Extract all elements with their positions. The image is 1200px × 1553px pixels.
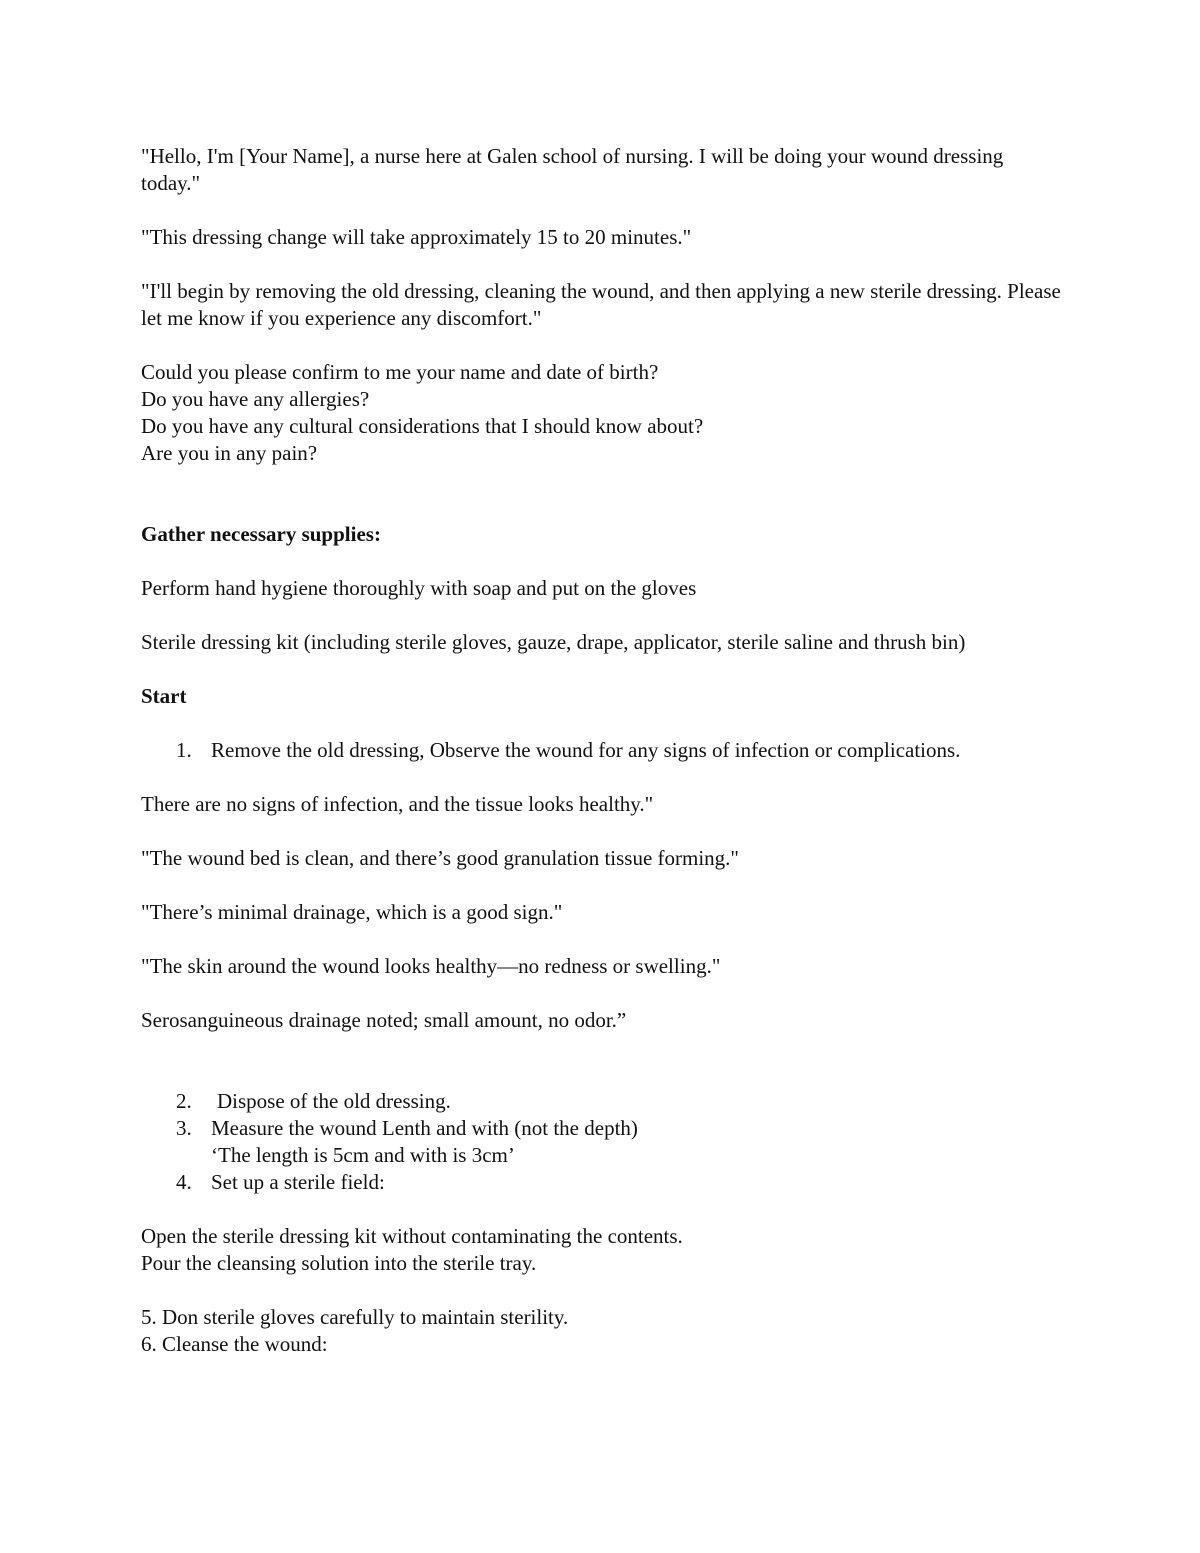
observation-paragraph: "There’s minimal drainage, which is a good sign."	[141, 900, 563, 924]
greeting-paragraph: "Hello, I'm [Your Name], a nurse here at Galen school of nursing. I will be doing your wound dressing today."	[141, 144, 1004, 195]
later-steps	[141, 1304, 1061, 1358]
question-line: Do you have any cultural considerations that I should know about?	[141, 414, 704, 438]
step-4	[141, 1169, 1061, 1196]
step-text: Measure the wound Lenth and with (not the depth)	[211, 1116, 638, 1140]
observation-paragraph: "The wound bed is clean, and there’s good granulation tissue forming."	[141, 846, 740, 870]
question-line: Are you in any pain?	[141, 441, 318, 465]
observation-paragraph: There are no signs of infection, and the tissue looks healthy."	[141, 792, 654, 816]
step-number: 1.	[176, 738, 192, 762]
question-line: Do you have any allergies?	[141, 387, 370, 411]
step-1	[141, 737, 1061, 764]
observation-paragraph: "The skin around the wound looks healthy—no redness or swelling."	[141, 954, 721, 978]
observation-paragraph: Serosanguineous drainage noted; small amount, no odor.”	[141, 1008, 627, 1032]
instruction-line: Pour the cleansing solution into the sterile tray.	[141, 1251, 537, 1275]
duration-paragraph: "This dressing change will take approximately 15 to 20 minutes."	[141, 225, 692, 249]
step-number: 3.	[176, 1116, 192, 1140]
step-text: Dispose of the old dressing.	[217, 1089, 451, 1113]
start-heading: Start	[141, 684, 187, 708]
step-line: 6. Cleanse the wound:	[141, 1332, 328, 1356]
step-3-note: ‘The length is 5cm and with is 3cm’	[211, 1143, 515, 1167]
hygiene-paragraph: Perform hand hygiene thoroughly with soap and put on the gloves	[141, 576, 697, 600]
step-line: 5. Don sterile gloves carefully to maintain sterility.	[141, 1305, 569, 1329]
step-2	[141, 1088, 1061, 1115]
document-page	[141, 143, 1061, 1358]
sterile-field-instructions	[141, 1223, 1061, 1277]
step-number: 4.	[176, 1170, 192, 1194]
step-number: 2.	[176, 1089, 192, 1113]
step-text: Set up a sterile field:	[211, 1170, 385, 1194]
question-line: Could you please confirm to me your name and date of birth?	[141, 360, 659, 384]
question-list	[141, 359, 1061, 467]
step-text: Remove the old dressing, Observe the wound for any signs of infection or complications.	[211, 738, 961, 762]
kit-paragraph: Sterile dressing kit (including sterile gloves, gauze, drape, applicator, sterile saline and thrush bin)	[141, 630, 966, 654]
procedure-paragraph: "I'll begin by removing the old dressing, cleaning the wound, and then applying a new sterile dressing. Please let me know if you experience any discomfort."	[141, 279, 1061, 330]
supplies-heading: Gather necessary supplies:	[141, 522, 381, 546]
step-3	[141, 1115, 1061, 1142]
instruction-line: Open the sterile dressing kit without contaminating the contents.	[141, 1224, 683, 1248]
